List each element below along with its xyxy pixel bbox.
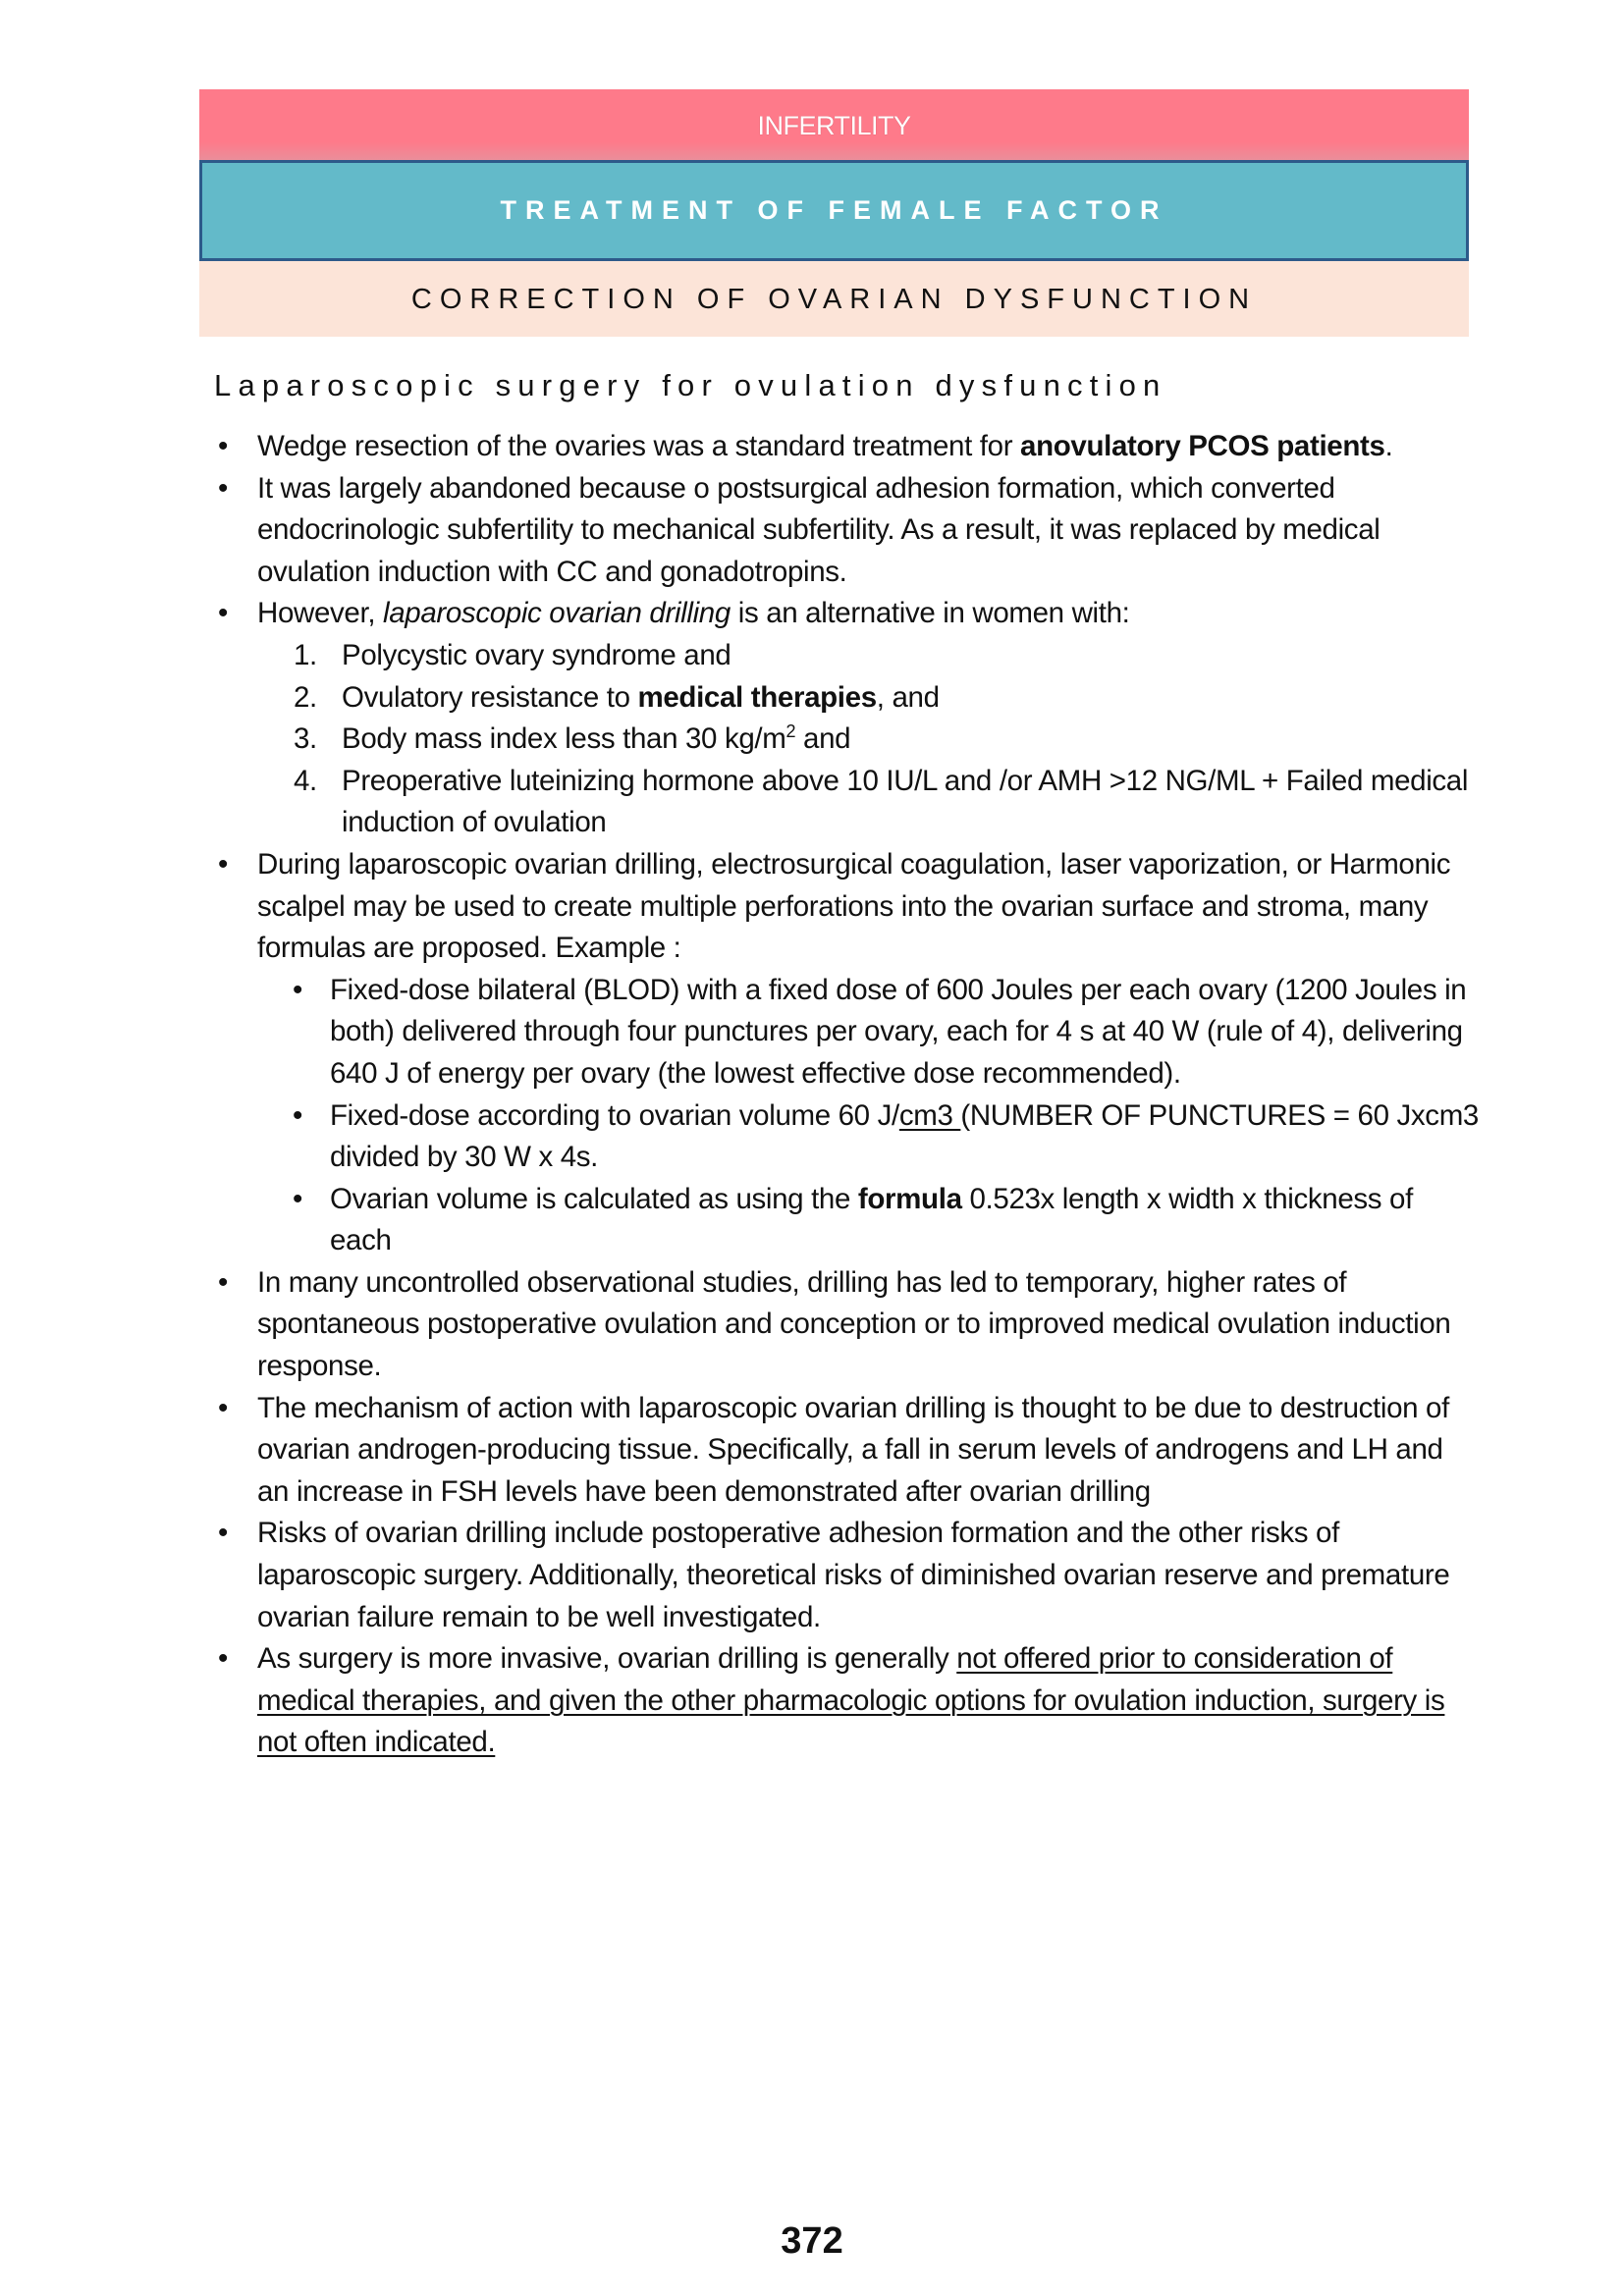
sub-item: • Fixed-dose according to ovarian volume 60 J/cm3 (NUMBER OF PUNCTURES = 60 Jxcm3 divided by 30 W x 4s. <box>214 1095 1481 1179</box>
list-item: • In many uncontrolled observational studies, drilling has led to temporary, higher rates of spontaneous postoperative ovulation and conception or to improved medical ovulation induction response. <box>214 1262 1481 1388</box>
bullet-list <box>214 1262 1481 1764</box>
list-item: • Wedge resection of the ovaries was a standard treatment for anovulatory PCOS patients. <box>214 426 1481 468</box>
subsection-title: CORRECTION OF OVARIAN DYSFUNCTION <box>410 284 1258 315</box>
list-item: • During laparoscopic ovarian drilling, electrosurgical coagulation, laser vaporization, or Harmonic scalpel may be used to create multiple perforations into the ovarian surface and stroma, many formulas are proposed. Example : <box>214 844 1481 970</box>
numbered-item: 4. Preoperative luteinizing hormone above 10 IU/L and /or AMH >12 NG/ML + Failed medical induction of ovulation <box>294 764 1469 839</box>
bullet-list <box>214 426 1481 635</box>
bullet-icon: • <box>293 1182 302 1215</box>
bullet-icon: • <box>218 597 228 630</box>
bullet-icon: • <box>218 471 228 505</box>
bullet-icon: • <box>218 1517 228 1550</box>
criteria-list <box>214 635 1481 844</box>
chapter-banner <box>199 89 1469 160</box>
bullet-icon: • <box>218 430 228 462</box>
bullet-list <box>214 844 1481 970</box>
bullet-icon: • <box>293 973 302 1006</box>
subsection-banner <box>199 261 1469 337</box>
list-item: • Risks of ovarian drilling include postoperative adhesion formation and the other risks of laparoscopic surgery. Additionally, theoretical risks of diminished ovarian reserve and premature ovarian failure remain to be well investigated. <box>214 1513 1481 1638</box>
list-item: • The mechanism of action with laparoscopic ovarian drilling is thought to be due to destruction of ovarian androgen-producing tissue. Specifically, a fall in serum levels of androgens and LH and an increase in FSH levels have been demonstrated after ovarian drilling <box>214 1388 1481 1514</box>
sub-item: • Fixed-dose bilateral (BLOD) with a fixed dose of 600 Joules per each ovary (1200 Joules in both) delivered through four punctures per ovary, each for 4 s at 40 W (rule of 4), delivering 640 J of energy per ovary (the lowest effective dose recommended). <box>214 970 1481 1095</box>
list-item: • It was largely abandoned because o postsurgical adhesion formation, which converted endocrinologic subfertility to mechanical subfertility. As a result, it was replaced by medical ovulation induction with CC and gonadotropins. <box>214 468 1481 594</box>
sub-item: • Ovarian volume is calculated as using the formula 0.523x length x width x thickness of each <box>214 1179 1481 1262</box>
formula-list <box>214 970 1481 1262</box>
numbered-item: 1. Polycystic ovary syndrome and <box>294 638 731 671</box>
section-title: TREATMENT OF FEMALE FACTOR <box>500 195 1168 225</box>
bullet-icon: • <box>218 1642 228 1676</box>
list-item: • As surgery is more invasive, ovarian drilling is generally not offered prior to consideration of medical therapies, and given the other pharmacologic options for ovulation induction, surgery is not often indicated. <box>214 1638 1481 1764</box>
bullet-icon: • <box>218 847 228 881</box>
bullet-icon: • <box>293 1098 302 1132</box>
bullet-icon: • <box>218 1391 228 1424</box>
list-item: • However, laparoscopic ovarian drilling is an alternative in women with: <box>214 593 1481 635</box>
chapter-title: INFERTILITY <box>757 111 911 140</box>
topic-heading: Laparoscopic surgery for ovulation dysfunction <box>214 368 1167 402</box>
body-content <box>214 426 1481 1764</box>
page-number: 372 <box>781 2220 843 2262</box>
numbered-item: 2. Ovulatory resistance to medical therapies, and <box>294 680 940 714</box>
numbered-item: 3. Body mass index less than 30 $kg/m^2$ and <box>294 721 851 756</box>
bullet-icon: • <box>218 1265 228 1299</box>
section-banner <box>199 160 1469 261</box>
